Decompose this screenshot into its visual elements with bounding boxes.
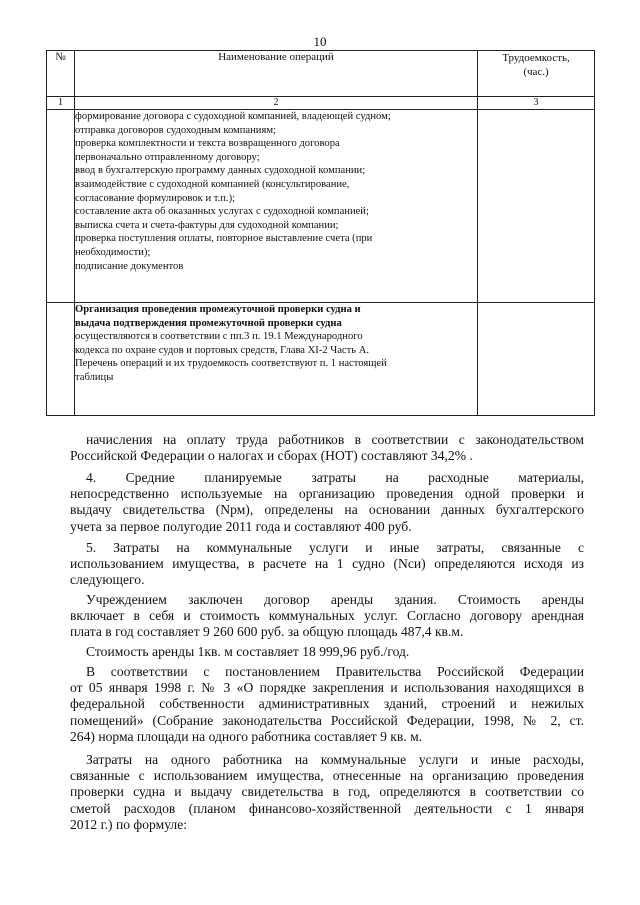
- operation-line: составление акта об оказанных услугах с судоходной компанией;: [75, 206, 369, 218]
- text-line: федеральной собственности административных зданий, строений и нежилых: [70, 696, 584, 712]
- text-line: Учреждением заключен договор аренды здания. Стоимость аренды: [86, 592, 584, 607]
- operation-line: Перечень операций и их трудоемкость соответствуют п. 1 настоящей: [75, 358, 387, 370]
- table-cell-operations: [75, 303, 478, 416]
- table-cell-labor-hours: [478, 303, 595, 416]
- text-line: сметой расходов (планом финансово-хозяйственной деятельности с 1 января: [70, 800, 584, 816]
- operation-line: формирование договора с судоходной компанией, владеющей судном;: [75, 111, 391, 122]
- header-labor-hours-text: Трудоемкость, (час.): [502, 52, 570, 78]
- operation-line: таблицы: [75, 371, 114, 383]
- paragraph-4: [70, 592, 584, 641]
- operation-title-line: выдача подтверждения промежуточной проверки судна: [75, 317, 342, 329]
- operation-line: осуществляются в соответствии с пп.3 п. 19.1 Международного: [75, 331, 363, 343]
- header-number: №: [47, 51, 75, 97]
- text-line: Затраты на одного работника на коммунальные услуги и иные расходы,: [86, 752, 584, 767]
- column-number-1: 1: [47, 97, 75, 110]
- header-labor-hours: [478, 51, 595, 97]
- operation-line: кодекса по охране судов и портовых средств, Глава XI-2 Часть А.: [75, 344, 370, 356]
- text-line: 264) норма площади на одного работника составляет 9 кв. м.: [70, 728, 423, 744]
- text-line: начисления на оплату труда работников в соответствии с законодательством: [86, 432, 584, 447]
- text-line: использованием имущества, в расчете на 1 судно (Nси) определяются исходя из: [70, 556, 584, 572]
- table-row: [47, 110, 595, 303]
- table-cell-number: [47, 110, 75, 303]
- table-cell-labor-hours: [478, 110, 595, 303]
- operation-line: проверка комплектности и текста возвращенного договора: [75, 138, 340, 150]
- text-line: от 05 января 1998 г. № 3 «О порядке закрепления и использования находящихся в: [70, 680, 584, 696]
- paragraph-5: [70, 644, 584, 660]
- header-operation-name: Наименование операций: [75, 51, 478, 97]
- table-row: [47, 303, 595, 416]
- page-number: 10: [313, 34, 327, 49]
- text-line: учета за первое полугодие 2011 года и составляют 400 руб.: [70, 518, 412, 534]
- operation-title-line: Организация проведения промежуточной проверки судна и: [75, 304, 361, 315]
- text-line: связанные с использованием имущества, отнесенные на организацию проведения: [70, 768, 584, 784]
- operation-line: подписание документов: [75, 260, 184, 272]
- operation-line: взаимодействие с судоходной компанией (консультирование,: [75, 178, 350, 190]
- column-number-row: [47, 97, 595, 110]
- text-line: Российской Федерации о налогах и сборах (НОТ) составляют 34,2% .: [70, 448, 473, 464]
- text-line: 2012 г.) по формуле:: [70, 816, 188, 832]
- operation-line: необходимости);: [75, 246, 151, 258]
- text-line: Стоимость аренды 1кв. м составляет 18 999,96 руб./год.: [86, 644, 410, 659]
- operation-line: выписка счета и счета-фактуры для судоходной компании;: [75, 219, 339, 231]
- text-line: 4. Средние планируемые затраты на расходные материалы,: [86, 470, 584, 485]
- operation-line: ввод в бухгалтерскую программу данных судоходной компании;: [75, 165, 366, 177]
- paragraph-1: [70, 432, 584, 464]
- text-line: 5. Затраты на коммунальные услуги и иные затраты, связанные с: [86, 540, 584, 555]
- text-line: помещений» (Собрание законодательства Российской Федерации, 1998, № 2, ст.: [70, 712, 584, 728]
- operations-table: [46, 50, 595, 416]
- operation-line: первоначально отправленному договору;: [75, 151, 260, 163]
- text-line: непосредственно используемые на организацию проведения одной проверки и: [70, 486, 584, 502]
- paragraph-6: [70, 664, 584, 745]
- text-line: проверки судна и выдачу свидетельства в год, определяются в соответствии со: [70, 784, 584, 800]
- text-line: выдачу свидетельства (Nрм), определены на основании данных бухгалтерского: [70, 502, 584, 518]
- operation-line: согласование формулировок и т.п.);: [75, 192, 236, 204]
- text-line: В соответствии с постановлением Правительства Российской Федерации: [86, 664, 584, 679]
- column-number-3: 3: [478, 97, 595, 110]
- paragraph-7: [70, 752, 584, 833]
- text-line: плата в год составляет 9 260 600 руб. за общую площадь 487,4 кв.м.: [70, 624, 464, 640]
- operation-line: отправка договоров судоходным компаниям;: [75, 124, 276, 136]
- column-number-2: 2: [75, 97, 478, 110]
- paragraph-2: [70, 470, 584, 535]
- text-line: следующего.: [70, 572, 145, 588]
- table-header-row: [47, 51, 595, 97]
- paragraph-3: [70, 540, 584, 589]
- table-cell-number: [47, 303, 75, 416]
- operation-line: проверка поступления оплаты, повторное выставление счета (при: [75, 233, 373, 245]
- table-cell-operations: [75, 110, 478, 303]
- text-line: включает в себя и стоимость коммунальных услуг. Согласно договору арендная: [70, 608, 584, 624]
